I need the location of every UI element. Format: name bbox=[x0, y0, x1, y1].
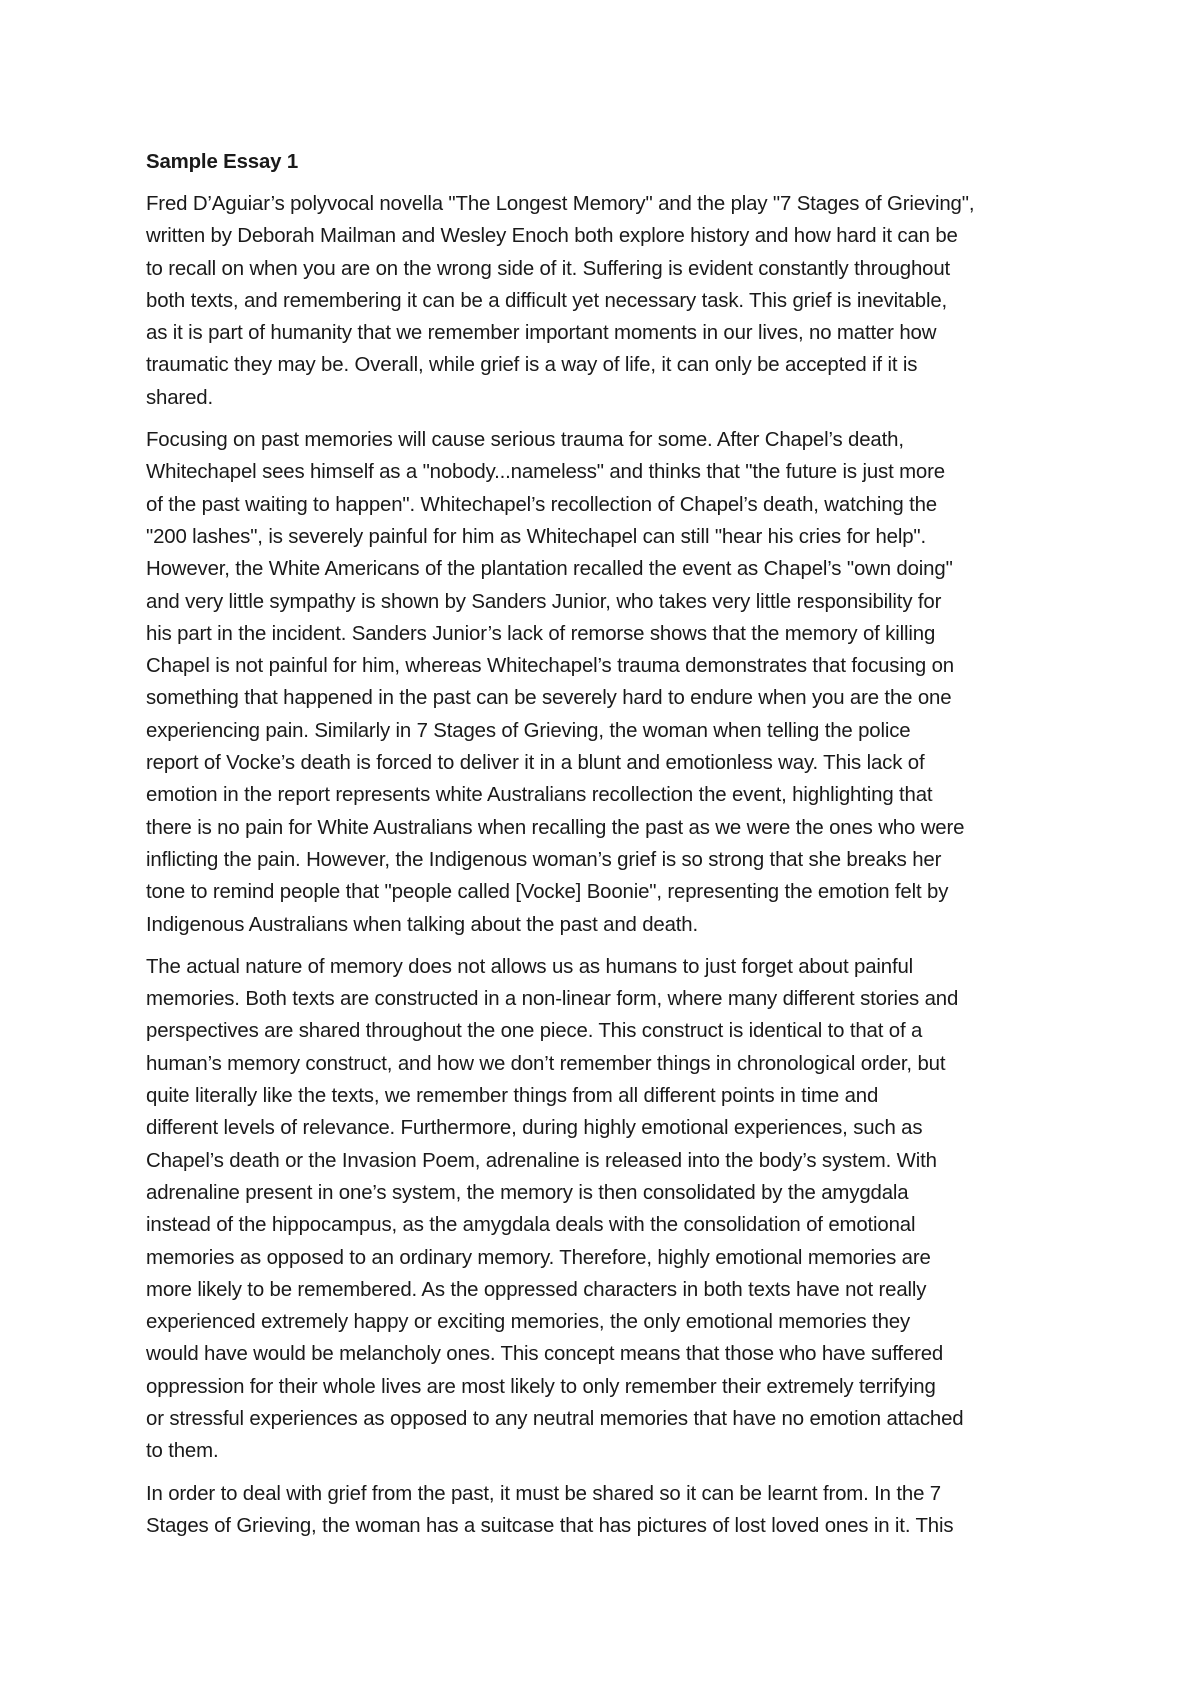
paragraph-line: and very little sympathy is shown by Sanders Junior, who takes very little responsibility for bbox=[146, 590, 942, 613]
paragraph-line: written by Deborah Mailman and Wesley Enoch both explore history and how hard it can be bbox=[146, 225, 958, 248]
paragraph-line: In order to deal with grief from the past, it must be shared so it can be learnt from. In the 7 bbox=[146, 1482, 941, 1505]
essay-title: Sample Essay 1 bbox=[146, 151, 299, 173]
essay-paragraphs bbox=[146, 188, 1076, 1542]
essay-paragraph bbox=[146, 188, 1076, 414]
paragraph-line: experienced extremely happy or exciting memories, the only emotional memories they bbox=[146, 1311, 911, 1334]
paragraph-line: as it is part of humanity that we remember important moments in our lives, no matter how bbox=[146, 322, 937, 345]
paragraph-line: to them. bbox=[146, 1440, 219, 1463]
paragraph-line: more likely to be remembered. As the oppressed characters in both texts have not really bbox=[146, 1278, 927, 1301]
paragraph-line: Chapel’s death or the Invasion Poem, adrenaline is released into the body’s system. With bbox=[146, 1149, 937, 1172]
paragraph-line: inflicting the pain. However, the Indigenous woman’s grief is so strong that she breaks her bbox=[146, 848, 942, 871]
paragraph-line: traumatic they may be. Overall, while grief is a way of life, it can only be accepted if it is bbox=[146, 354, 918, 377]
paragraph-line: human’s memory construct, and how we don’t remember things in chronological order, but bbox=[146, 1052, 946, 1075]
paragraph-line: Indigenous Australians when talking about the past and death. bbox=[146, 913, 699, 936]
paragraph-line: Whitechapel sees himself as a "nobody...nameless" and thinks that "the future is just more bbox=[146, 461, 945, 484]
paragraph-line: oppression for their whole lives are most likely to only remember their extremely terrifying bbox=[146, 1375, 936, 1398]
paragraph-line: Stages of Grieving, the woman has a suitcase that has pictures of lost loved ones in it. This bbox=[146, 1514, 954, 1537]
paragraph-line: to recall on when you are on the wrong side of it. Suffering is evident constantly throughout bbox=[146, 257, 951, 280]
paragraph-line: perspectives are shared throughout the one piece. This construct is identical to that of a bbox=[146, 1020, 923, 1043]
paragraph-line: memories as opposed to an ordinary memory. Therefore, highly emotional memories are bbox=[146, 1246, 931, 1269]
paragraph-line: emotion in the report represents white Australians recollection the event, highlighting that bbox=[146, 784, 933, 807]
paragraph-line: or stressful experiences as opposed to any neutral memories that have no emotion attached bbox=[146, 1407, 964, 1430]
paragraph-line: shared. bbox=[146, 386, 213, 409]
essay-paragraph bbox=[146, 951, 1076, 1468]
essay-paragraph bbox=[146, 1478, 1076, 1543]
paragraph-line: something that happened in the past can be severely hard to endure when you are the one bbox=[146, 687, 952, 710]
paragraph-line: both texts, and remembering it can be a difficult yet necessary task. This grief is inevitable, bbox=[146, 289, 948, 312]
paragraph-line: Fred D’Aguiar’s polyvocal novella "The Longest Memory" and the play "7 Stages of Grieving", bbox=[146, 193, 975, 215]
paragraph-line: of the past waiting to happen". Whitechapel’s recollection of Chapel’s death, watching the bbox=[146, 493, 937, 516]
paragraph-line: The actual nature of memory does not allows us as humans to just forget about painful bbox=[146, 955, 914, 978]
paragraph-line: experiencing pain. Similarly in 7 Stages of Grieving, the woman when telling the police bbox=[146, 719, 911, 742]
paragraph-line: adrenaline present in one’s system, the memory is then consolidated by the amygdala bbox=[146, 1181, 909, 1204]
paragraph-line: Chapel is not painful for him, whereas Whitechapel’s trauma demonstrates that focusing on bbox=[146, 655, 955, 678]
paragraph-line: Focusing on past memories will cause serious trauma for some. After Chapel’s death, bbox=[146, 429, 904, 452]
paragraph-line: there is no pain for White Australians when recalling the past as we were the ones who were bbox=[146, 816, 965, 839]
paragraph-line: his part in the incident. Sanders Junior’s lack of remorse shows that the memory of killing bbox=[146, 622, 936, 645]
paragraph-line: memories. Both texts are constructed in a non-linear form, where many different stories and bbox=[146, 988, 959, 1011]
essay-paragraph bbox=[146, 424, 1076, 941]
paragraph-line: instead of the hippocampus, as the amygdala deals with the consolidation of emotional bbox=[146, 1214, 916, 1237]
paragraph-line: However, the White Americans of the plantation recalled the event as Chapel’s "own doing" bbox=[146, 558, 953, 581]
paragraph-line: quite literally like the texts, we remember things from all different points in time and bbox=[146, 1085, 879, 1108]
paragraph-line: "200 lashes", is severely painful for him as Whitechapel can still "hear his cries for help". bbox=[146, 525, 927, 548]
paragraph-line: tone to remind people that "people called [Vocke] Boonie", representing the emotion felt by bbox=[146, 881, 949, 904]
essay-body bbox=[146, 146, 1076, 1552]
paragraph-line: would have would be melancholy ones. This concept means that those who have suffered bbox=[146, 1343, 944, 1366]
paragraph-line: report of Vocke’s death is forced to deliver it in a blunt and emotionless way. This lack of bbox=[146, 752, 925, 775]
paragraph-line: different levels of relevance. Furthermore, during highly emotional experiences, such as bbox=[146, 1117, 923, 1140]
